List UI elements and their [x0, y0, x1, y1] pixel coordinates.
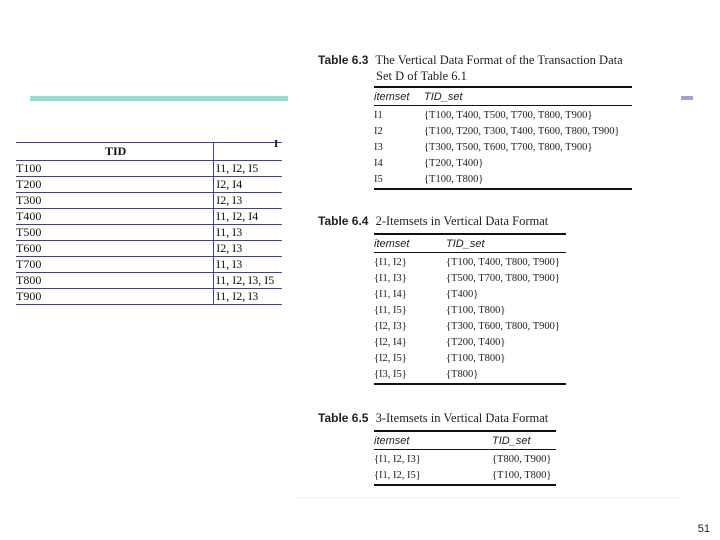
items-cell: I1, I2, I3 — [214, 289, 282, 305]
tid-set-cell: {T100, T800} — [424, 172, 632, 189]
tid-set-cell: {T100, T800} — [446, 305, 506, 316]
table-6-3-caption-line2: Set D of Table 6.1 — [376, 69, 467, 83]
items-cell: I1, I2, I5 — [214, 161, 282, 177]
itemset-cell: I3 — [374, 142, 383, 153]
items-cell: I1, I2, I4 — [214, 209, 282, 225]
tid-cell: T500 — [16, 225, 214, 241]
tid-set-cell: {T100, T800} — [446, 353, 506, 364]
decorative-dash — [681, 96, 693, 100]
itemset-cell: I4 — [374, 158, 383, 169]
items-cell: I2, I3 — [214, 241, 282, 257]
tid-set-header: TID_set — [446, 234, 566, 253]
table-6-3-caption — [318, 52, 623, 84]
decorative-title-bar — [30, 96, 288, 101]
itemset-cell: {I1, I3} — [374, 273, 407, 284]
table-6-5-label: Table 6.5 — [318, 411, 369, 425]
table-6-5-caption-text: 3-Itemsets in Vertical Data Format — [375, 411, 549, 425]
table-row — [374, 303, 566, 319]
tid-cell: T400 — [16, 209, 214, 225]
tid-set-cell: {T300, T600, T800, T900} — [446, 321, 560, 332]
table-6-3 — [374, 86, 632, 190]
table-row — [374, 450, 556, 469]
tid-header: TID — [16, 143, 214, 161]
table-row — [16, 241, 282, 257]
itemset-header: itemset — [374, 234, 446, 253]
table-row — [374, 253, 566, 272]
page-number: 51 — [697, 523, 710, 535]
table-6-5 — [374, 430, 556, 486]
tid-cell: T200 — [16, 177, 214, 193]
table-row — [16, 209, 282, 225]
table-row — [16, 289, 282, 305]
table-6-4 — [374, 233, 566, 385]
table-row — [16, 225, 282, 241]
tid-cell: T700 — [16, 257, 214, 273]
itemset-cell: {I2, I5} — [374, 353, 407, 364]
tid-set-cell: {T100, T200, T300, T400, T600, T800, T900} — [424, 126, 620, 137]
table-row — [374, 367, 566, 384]
scanned-tables-panel — [296, 40, 680, 498]
items-cell: I1, I3 — [214, 257, 282, 273]
items-cell: I2, I4 — [214, 177, 282, 193]
table-row — [16, 177, 282, 193]
itemset-cell: {I1, I2} — [374, 257, 407, 268]
tid-set-cell: {T200, T400} — [446, 337, 506, 348]
tid-set-cell: {T100, T400, T500, T700, T800, T900} — [424, 110, 593, 121]
itemset-header: itemset — [374, 431, 492, 450]
tid-cell: T100 — [16, 161, 214, 177]
table-row — [16, 193, 282, 209]
items-cell: I1, I3 — [214, 225, 282, 241]
items-cell: I2, I3 — [214, 193, 282, 209]
tid-set-header: TID_set — [492, 431, 556, 450]
table-row — [374, 140, 632, 156]
table-row — [374, 287, 566, 303]
itemset-cell: I5 — [374, 172, 424, 189]
table-row — [374, 172, 632, 189]
table-row — [16, 161, 282, 177]
table-row — [374, 335, 566, 351]
itemset-cell: {I1, I2, I3} — [374, 454, 421, 465]
tid-cell: T800 — [16, 273, 214, 289]
table-6-4-caption-text: 2-Itemsets in Vertical Data Format — [375, 214, 549, 228]
table-row — [374, 319, 566, 335]
items-header — [214, 143, 282, 161]
itemset-header: itemset — [374, 87, 424, 106]
tid-cell: T600 — [16, 241, 214, 257]
table-row — [374, 271, 566, 287]
table-row — [374, 124, 632, 140]
table-row — [374, 106, 632, 125]
tid-set-cell: {T500, T700, T800, T900} — [446, 273, 560, 284]
tid-set-header: TID_set — [424, 87, 632, 106]
tid-set-cell: {T300, T500, T600, T700, T800, T900} — [424, 142, 593, 153]
itemset-cell: {I1, I5} — [374, 305, 407, 316]
tid-set-cell: {T400} — [446, 289, 479, 300]
clipped-column-letter: I — [274, 138, 279, 150]
itemset-cell: {I3, I5} — [374, 367, 446, 384]
table-6-3-caption-line1: The Vertical Data Format of the Transaction Data — [375, 53, 623, 67]
table-header-row — [16, 143, 282, 161]
table-row — [374, 351, 566, 367]
table-row — [16, 273, 282, 289]
itemset-cell: {I2, I4} — [374, 337, 407, 348]
tid-set-cell: {T800} — [446, 367, 566, 384]
tid-set-cell: {T800, T900} — [492, 454, 552, 465]
itemset-cell: I2 — [374, 126, 383, 137]
tid-set-cell: {T200, T400} — [424, 158, 484, 169]
transaction-table — [16, 142, 282, 305]
table-6-5-caption — [318, 410, 548, 426]
tid-set-cell: {T100, T400, T800, T900} — [446, 257, 560, 268]
table-6-3-label: Table 6.3 — [318, 53, 369, 67]
table-6-4-label: Table 6.4 — [318, 214, 369, 228]
tid-cell: T300 — [16, 193, 214, 209]
tid-cell: T900 — [16, 289, 214, 305]
table-row — [374, 468, 556, 485]
table-6-4-caption — [318, 213, 548, 229]
itemset-cell: {I1, I2, I5} — [374, 468, 492, 485]
items-cell: I1, I2, I3, I5 — [214, 273, 282, 289]
table-row — [374, 156, 632, 172]
itemset-cell: I1 — [374, 110, 383, 121]
itemset-cell: {I2, I3} — [374, 321, 407, 332]
table-row — [16, 257, 282, 273]
itemset-cell: {I1, I4} — [374, 289, 407, 300]
tid-set-cell: {T100, T800} — [492, 468, 556, 485]
